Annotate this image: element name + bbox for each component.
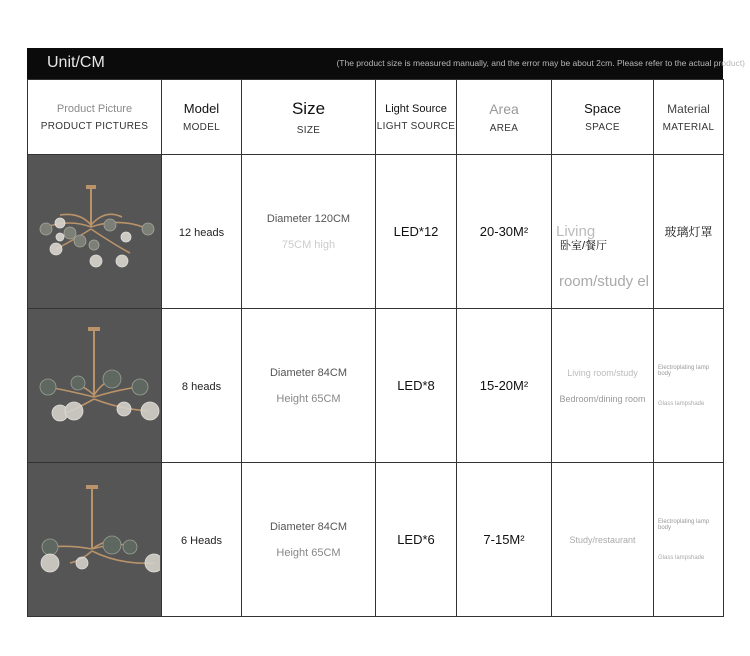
table-row bbox=[28, 309, 724, 463]
header-cell-space bbox=[552, 80, 654, 155]
model-cell bbox=[162, 309, 242, 463]
unit-label: Unit/CM bbox=[47, 54, 105, 71]
header-label: PRODUCT PICTURES bbox=[40, 120, 149, 132]
header-en: Model bbox=[183, 101, 220, 116]
header-label: SIZE bbox=[296, 124, 321, 136]
material-shade: Glass lampshade bbox=[658, 400, 705, 407]
area-cell bbox=[457, 463, 552, 617]
size-height: 75CM high bbox=[281, 238, 336, 251]
header-cell-material bbox=[654, 80, 724, 155]
material-shade: Glass lampshade bbox=[658, 554, 705, 561]
light-source-cell bbox=[376, 463, 457, 617]
model-value: 8 heads bbox=[181, 380, 222, 393]
chandelier-image bbox=[30, 157, 160, 307]
product-image-6-heads bbox=[28, 463, 162, 617]
material-cell bbox=[654, 309, 724, 463]
material-body: Electroplating lamp body bbox=[658, 364, 710, 377]
space-text-2: Bedroom/dining room bbox=[559, 393, 646, 404]
light-source-cell bbox=[376, 309, 457, 463]
header-label: MATERIAL bbox=[662, 121, 715, 133]
header-en: Product Picture bbox=[56, 102, 133, 115]
model-cell bbox=[162, 463, 242, 617]
light-source-value: LED*8 bbox=[397, 377, 435, 393]
space-cell bbox=[552, 463, 654, 617]
table-row bbox=[28, 155, 724, 309]
product-image-8-heads bbox=[28, 309, 162, 463]
material-cell bbox=[654, 463, 724, 617]
size-diameter: Diameter 84CM bbox=[269, 520, 348, 533]
model-value: 12 heads bbox=[178, 226, 225, 239]
header-en: Material bbox=[667, 101, 710, 116]
header-cell-area bbox=[457, 80, 552, 155]
header-cell-light-source bbox=[376, 80, 457, 155]
area-value: 20-30M² bbox=[479, 223, 529, 239]
header-cell-picture bbox=[28, 80, 162, 155]
header-en: Area bbox=[489, 100, 519, 117]
size-diameter: Diameter 120CM bbox=[266, 212, 351, 225]
table-row bbox=[28, 463, 724, 617]
size-height: Height 65CM bbox=[276, 392, 341, 405]
material-cell bbox=[654, 155, 724, 309]
header-en: Size bbox=[291, 98, 326, 118]
model-cell bbox=[162, 155, 242, 309]
model-value: 6 Heads bbox=[181, 534, 222, 547]
space-text-cn: 卧室/餐厅 bbox=[560, 240, 608, 252]
header-en: Light Source bbox=[385, 102, 447, 115]
space-cell bbox=[552, 155, 654, 309]
header-cell-size bbox=[242, 80, 376, 155]
spec-sheet bbox=[27, 48, 745, 617]
size-diameter: Diameter 84CM bbox=[269, 366, 348, 379]
space-text-1: Study/restaurant bbox=[569, 534, 636, 545]
area-cell bbox=[457, 155, 552, 309]
size-cell bbox=[242, 155, 376, 309]
material-value: 玻璃灯罩 bbox=[664, 224, 713, 239]
light-source-value: LED*12 bbox=[393, 223, 439, 239]
size-cell bbox=[242, 463, 376, 617]
chandelier-image bbox=[30, 311, 160, 461]
header-cell-model bbox=[162, 80, 242, 155]
size-height: Height 65CM bbox=[276, 546, 341, 559]
header-label: SPACE bbox=[585, 122, 620, 133]
area-cell bbox=[457, 309, 552, 463]
material-body: Electroplating lamp body bbox=[658, 518, 710, 531]
space-cell bbox=[552, 309, 654, 463]
space-text-1: Living room/study bbox=[567, 367, 638, 378]
header-label: LIGHT SOURCE bbox=[376, 120, 456, 132]
light-source-cell bbox=[376, 155, 457, 309]
table-header-row bbox=[28, 80, 724, 155]
light-source-value: LED*6 bbox=[397, 531, 435, 547]
measurement-note: (The product size is measured manually, and the error may be about 2cm. Please refer to the actual product) bbox=[336, 58, 745, 68]
size-cell bbox=[242, 309, 376, 463]
header-label: MODEL bbox=[182, 122, 221, 133]
header-en: Space bbox=[584, 101, 621, 116]
space-text-room-study: room/study el bbox=[558, 273, 650, 290]
chandelier-image bbox=[30, 465, 160, 615]
title-bar bbox=[27, 48, 745, 79]
space-text-living: Living bbox=[556, 223, 596, 240]
product-spec-table bbox=[27, 79, 724, 617]
area-value: 7-15M² bbox=[483, 531, 525, 547]
header-label: AREA bbox=[489, 122, 519, 134]
area-value: 15-20M² bbox=[479, 377, 529, 393]
product-image-12-heads bbox=[28, 155, 162, 309]
